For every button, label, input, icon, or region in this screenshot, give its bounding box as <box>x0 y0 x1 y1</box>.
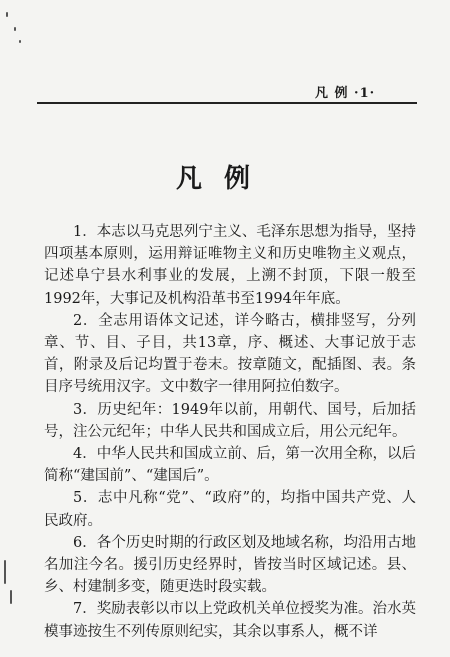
scan-artifact-mark <box>19 40 21 43</box>
paragraph-7: 7．奖励表彰以市以上党政机关单位授奖为准。治水英模事迹按生不列传原则纪实，其余以事系人，概不详 <box>44 601 416 640</box>
paragraph-3: 3．历史纪年：1949年以前，用朝代、国号，后加括号，注公元纪年；中华人民共和国成立后，用公元纪年。 <box>44 401 416 440</box>
paragraph-4: 4．中华人民共和国成立前、后，第一次用全称，以后简称“建国前”、“建国后”。 <box>44 446 416 485</box>
scan-artifact-mark <box>6 12 8 17</box>
paragraph-5: 5．志中凡称“党”、“政府”的，均指中国共产党、人民政府。 <box>44 490 416 529</box>
paragraph-1: 1．本志以马克思列宁主义、毛泽东思想为指导，坚持四项基本原则，运用辩证唯物主义和历史唯物主义观点，记述阜宁县水利事业的发展，上溯不封顶，下限一般至1992年，大事记及机构沿革书至1994年年底。 <box>44 224 416 307</box>
scan-artifact-mark <box>4 560 6 584</box>
page-title: 凡例 <box>176 164 273 194</box>
body-text <box>44 221 416 643</box>
header-rule <box>37 102 417 104</box>
paragraph-2: 2．全志用语体文记述，详今略古，横排竖写，分列章、节、目、子目，共13章，序、概述、大事记放于志首，附录及后记均置于卷末。按章随文，配插图、表。条目序号统用汉字。文中数字一律用阿拉伯数字。 <box>44 312 416 396</box>
scan-artifact-mark <box>10 590 12 604</box>
running-head: 凡 例 ·1· <box>315 86 376 101</box>
paragraph-6: 6．各个历史时期的行政区划及地域名称，均沿用古地名加注今名。援引历史经界时，皆按当时区域记述。县、乡、村建制多变，随更迭时段实载。 <box>44 534 416 596</box>
scan-artifact-mark <box>14 27 16 31</box>
